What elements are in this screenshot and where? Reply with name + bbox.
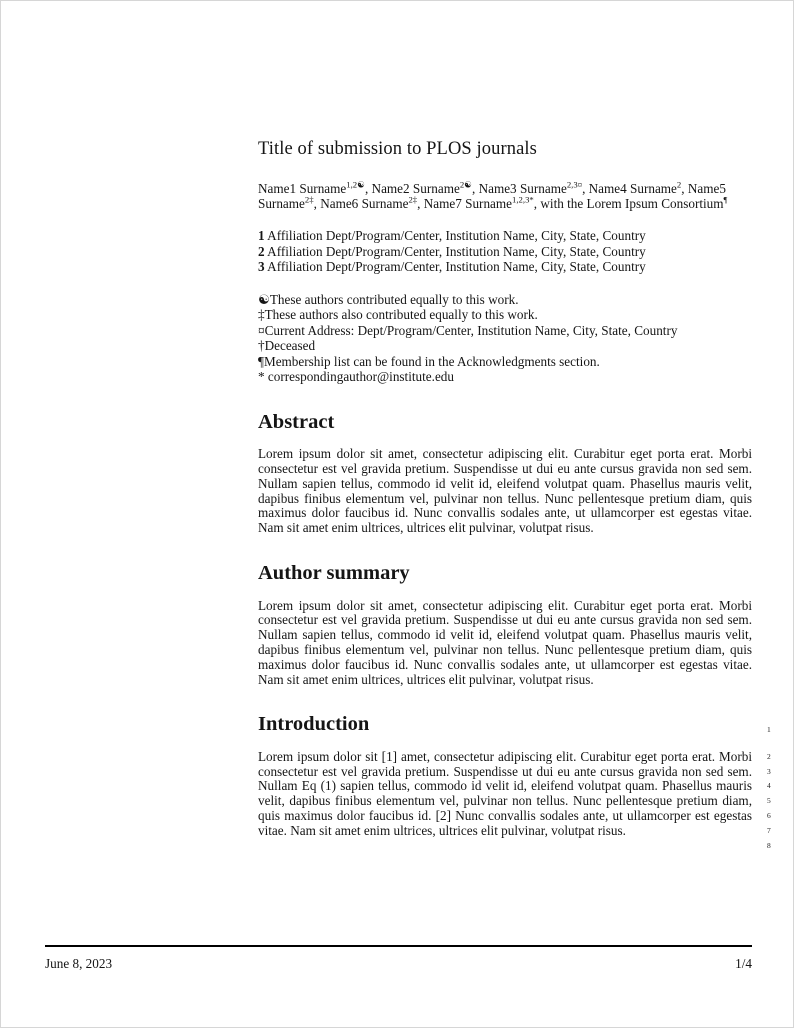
author-superscript: 2‡ [408,194,418,205]
affiliation-line [258,244,752,260]
author-list [258,181,752,211]
abstract-heading: Abstract [258,410,335,433]
affiliation-number: 1 [258,228,265,243]
line-number-column [767,750,789,854]
author-segment: , Name3 Surname [471,181,567,196]
line-number: 6 [767,811,771,821]
affiliation-text: Affiliation Dept/Program/Center, Institution Name, City, State, Country [267,228,646,243]
line-number: 4 [767,781,771,791]
affiliation-number: 3 [258,259,265,275]
note-membership: ¶Membership list can be found in the Acknowledgments section. [258,353,600,369]
author-superscript: 2,3¤ [566,179,583,190]
line-number: 5 [767,796,771,806]
introduction-heading-row [258,713,771,736]
section-abstract [258,412,752,536]
line-number: 2 [767,751,771,761]
author-segment: , Name6 Surname [313,196,409,211]
footer-page-number: 1/4 [735,956,752,971]
author-segment: , Name7 Surname [417,196,513,211]
line-number: 1 [767,724,771,734]
author-segment: , Name2 Surname [364,181,460,196]
affiliation-list [258,228,752,275]
author-superscript: 1,2☯ [346,179,365,190]
line-number: 7 [767,825,771,835]
author-segment: , Name4 Surname [582,181,677,196]
author-segment: , Name5 Surname [258,181,726,211]
line-number: 3 [767,766,771,776]
affiliation-line [258,259,752,275]
author-segment: , with the Lorem Ipsum Consortium [533,196,724,211]
author-superscript: 1,2,3* [512,194,534,205]
note-deceased: †Deceased [258,338,316,354]
author-superscript: 2☯ [459,179,472,190]
affiliation-number: 2 [258,243,265,259]
author-summary-paragraph: Lorem ipsum dolor sit amet, consectetur adipiscing elit. Curabitur eget porta erat. Morbi consectetur est vel gravida pretium. Suspendisse ut dui eu ante cursus gravida non sed sem. Nullam sapien tellus, commodo id velit id, eleifend volutpat quam. Phasellus mauris velit, dapibus finibus elementum vel, pulvinar non tellus. Nunc pellentesque pretium diam, quis maximus dolor faucibus id. Nunc convallis sodales ante, ut ullamcorper est egestas vitae. Nam sit amet enim ultrices, ultrices elit pulvinar, volutpat risus. [258,597,752,687]
author-notes [258,292,752,385]
author-summary-heading: Author summary [258,562,410,585]
page-footer [45,945,752,972]
author-superscript: 2 [676,179,682,190]
paper-content [258,139,771,850]
author-segment: Name1 Surname [258,181,347,196]
introduction-paragraph: Lorem ipsum dolor sit [1] amet, consectetur adipiscing elit. Curabitur eget porta erat. Morbi consectetur est vel gravida pretium. Suspendisse ut dui eu ante cursus gravida non sed sem. Nullam Eq (1) sapien tellus, commodo id velit id, eleifend volutpat quam. Phasellus mauris velit, dapibus finibus elementum vel, pulvinar non tellus. Nunc pellentesque pretium diam, quis maximus dolor faucibus id. [2] Nunc convallis sodales ante, ut ullamcorper est egestas vitae. Nam sit amet enim ultrices, ultrices elit pulvinar, volutpat risus. [258,748,752,838]
affiliation-text: Affiliation Dept/Program/Center, Institution Name, City, State, Country [267,259,646,275]
note-current-address: ¤Current Address: Dept/Program/Center, Institution Name, City, State, Country [258,322,678,338]
section-introduction [258,713,771,850]
paper-title: Title of submission to PLOS journals [258,139,537,159]
author-superscript: ¶ [723,194,728,205]
footer-date: June 8, 2023 [45,956,113,971]
abstract-paragraph: Lorem ipsum dolor sit amet, consectetur adipiscing elit. Curabitur eget porta erat. Morbi consectetur est vel gravida pretium. Suspendisse ut dui eu ante cursus gravida non sed sem. Nullam sapien tellus, commodo id velit id, eleifend volutpat quam. Phasellus mauris velit, dapibus finibus elementum vel, pulvinar non tellus. Nunc pellentesque pretium diam, quis maximus dolor faucibus id. Nunc convallis sodales ante, ut ullamcorper est egestas vitae. Nam sit amet enim ultrices, ultrices elit pulvinar, volutpat risus. [258,446,752,536]
affiliation-text: Affiliation Dept/Program/Center, Institution Name, City, State, Country [267,243,646,259]
note-also-equal-contribution: ‡These authors also contributed equally to this work. [258,307,538,323]
note-equal-contribution: ☯These authors contributed equally to this work. [258,291,519,307]
section-author-summary [258,563,752,687]
introduction-paragraph-wrap [258,748,771,850]
introduction-heading: Introduction [258,713,370,736]
note-corresponding-email: * correspondingauthor@institute.edu [258,369,454,385]
author-superscript: 2‡ [304,194,314,205]
line-number: 8 [767,840,771,850]
affiliation-line [258,228,752,244]
